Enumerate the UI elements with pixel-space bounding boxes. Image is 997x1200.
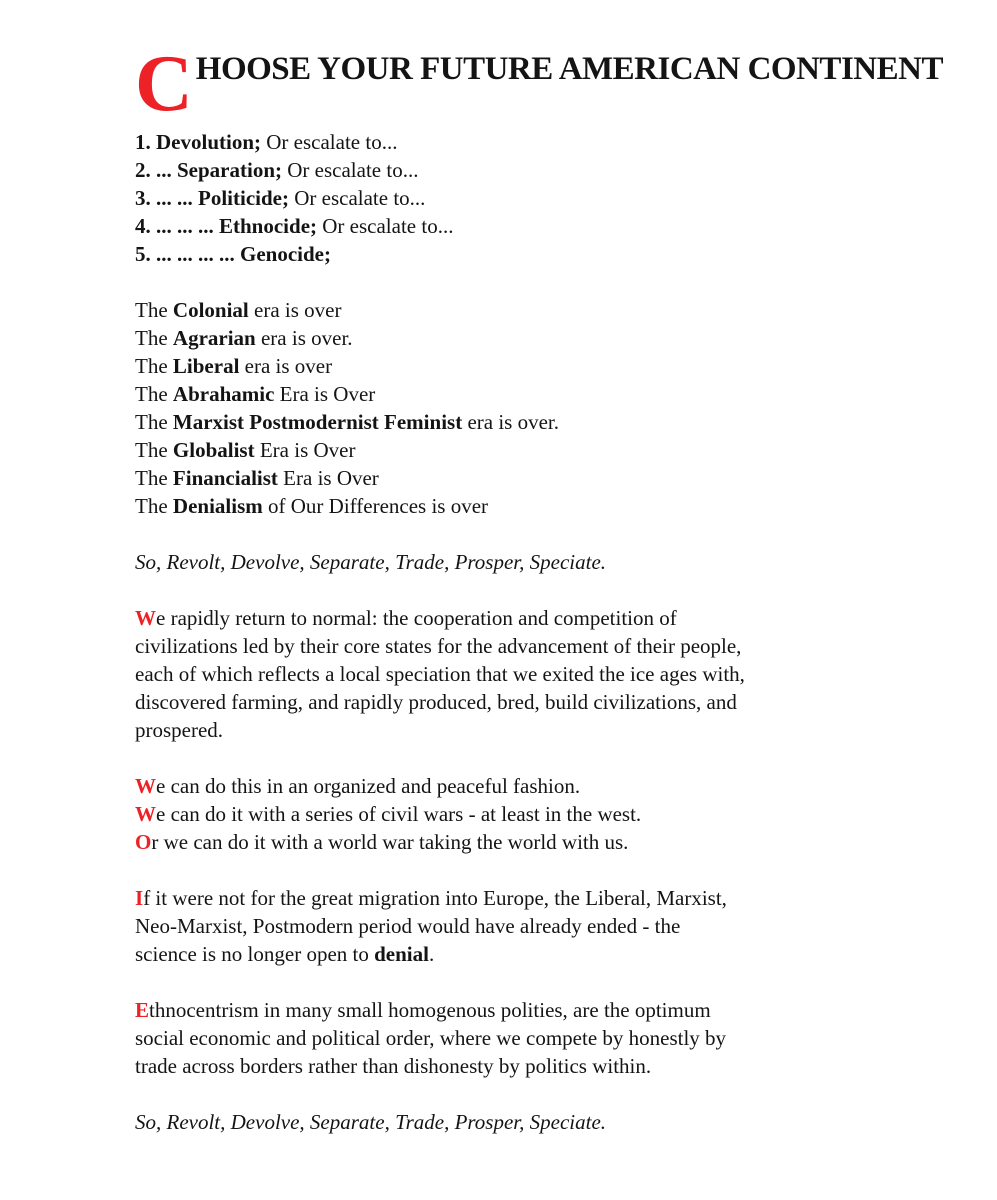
- paragraph-return-to-normal: [135, 604, 957, 744]
- text-segment: The: [135, 354, 173, 378]
- text-segment: era is over.: [462, 410, 559, 434]
- text-line: [135, 884, 957, 912]
- red-initial: E: [135, 998, 150, 1022]
- text-segment: each of which reflects a local speciation that we exited the ice ages with,: [135, 662, 745, 686]
- escalation-list: [135, 128, 957, 268]
- red-initial: W: [135, 606, 156, 630]
- text-line: [135, 492, 957, 520]
- text-line: [135, 688, 957, 716]
- text-segment: era is over: [239, 354, 333, 378]
- text-segment: The: [135, 382, 173, 406]
- text-segment: trade across borders rather than dishonesty by politics within.: [135, 1054, 652, 1078]
- text-segment: e rapidly return to normal: the cooperation and competition of: [156, 606, 677, 630]
- text-line: [135, 436, 957, 464]
- text-segment: 3. ... ... Politicide;: [135, 186, 289, 210]
- text-segment: 5. ... ... ... ... Genocide;: [135, 242, 331, 266]
- text-line: [135, 772, 957, 800]
- text-segment: Or escalate to...: [288, 186, 426, 210]
- text-segment: era is over: [248, 298, 342, 322]
- text-line: [135, 604, 957, 632]
- text-line: [135, 324, 957, 352]
- text-line: [135, 940, 957, 968]
- text-segment: 4. ... ... ... Ethnocide;: [135, 214, 318, 238]
- text-line: [135, 632, 957, 660]
- text-segment: Or escalate to...: [282, 158, 419, 182]
- text-segment: f it were not for the great migration into Europe, the Liberal, Marxist,: [143, 886, 727, 910]
- text-segment: Abrahamic: [172, 382, 275, 406]
- options-list: [135, 772, 957, 856]
- text-line: [135, 352, 957, 380]
- text-line: [135, 912, 957, 940]
- text-segment: discovered farming, and rapidly produced, bred, build civilizations, and: [135, 690, 737, 714]
- title-text: HOOSE YOUR FUTURE AMERICAN CONTINENT: [195, 51, 943, 87]
- red-initial: O: [135, 830, 152, 854]
- text-segment: science is no longer open to: [135, 942, 375, 966]
- era-list: [135, 296, 957, 520]
- text-segment: The: [135, 494, 173, 518]
- text-segment: Era is Over: [274, 382, 376, 406]
- text-segment: Era is Over: [277, 466, 379, 490]
- text-line: [135, 660, 957, 688]
- text-segment: era is over.: [255, 326, 353, 350]
- text-segment: civilizations led by their core states for the advancement of their people,: [135, 634, 742, 658]
- text-segment: Colonial: [172, 298, 249, 322]
- text-segment: Denialism: [172, 494, 263, 518]
- red-initial: W: [135, 802, 156, 826]
- text-segment: Marxist Postmodernist Feminist: [172, 410, 463, 434]
- document-title: [135, 40, 957, 128]
- text-segment: Era is Over: [254, 438, 356, 462]
- paragraph-migration: [135, 884, 957, 968]
- text-segment: 1. Devolution;: [135, 130, 261, 154]
- text-line: [135, 296, 957, 324]
- text-segment: Liberal: [172, 354, 240, 378]
- title-dropcap: C: [135, 40, 193, 128]
- text-segment: prospered.: [135, 718, 224, 742]
- red-initial: I: [135, 886, 144, 910]
- text-segment: of Our Differences is over: [262, 494, 489, 518]
- text-segment: Financialist: [172, 466, 278, 490]
- text-line: [135, 716, 957, 744]
- paragraph-ethnocentrism: [135, 996, 957, 1080]
- text-segment: Or escalate to...: [261, 130, 398, 154]
- text-segment: Agrarian: [172, 326, 256, 350]
- text-line: [135, 184, 957, 212]
- text-line: [135, 1108, 957, 1136]
- text-line: [135, 1052, 957, 1080]
- motto-line-2: [135, 1108, 957, 1136]
- motto-line: [135, 548, 957, 576]
- text-line: [135, 408, 957, 436]
- text-line: [135, 800, 957, 828]
- text-segment: 2. ... Separation;: [135, 158, 282, 182]
- text-line: [135, 240, 957, 268]
- text-line: [135, 212, 957, 240]
- text-segment: .: [428, 942, 435, 966]
- text-segment: The: [135, 410, 173, 434]
- text-line: [135, 1024, 957, 1052]
- text-segment: thnocentrism in many small homogenous polities, are the optimum: [149, 998, 711, 1022]
- text-segment: e can do it with a series of civil wars - at least in the west.: [156, 802, 642, 826]
- text-line: [135, 128, 957, 156]
- text-line: [135, 464, 957, 492]
- text-line: [135, 828, 957, 856]
- text-segment: The: [135, 326, 173, 350]
- text-segment: The: [135, 438, 173, 462]
- text-segment: social economic and political order, where we compete by honestly by: [135, 1026, 727, 1050]
- red-initial: W: [135, 774, 156, 798]
- text-segment: So, Revolt, Devolve, Separate, Trade, Prosper, Speciate.: [135, 1110, 607, 1134]
- text-line: [135, 996, 957, 1024]
- text-segment: e can do this in an organized and peaceful fashion.: [156, 774, 581, 798]
- text-segment: Or escalate to...: [317, 214, 454, 238]
- text-line: [135, 548, 957, 576]
- text-segment: Neo-Marxist, Postmodern period would have already ended - the: [135, 914, 681, 938]
- document-body: [135, 128, 957, 1136]
- text-segment: r we can do it with a world war taking the world with us.: [151, 830, 629, 854]
- text-segment: The: [135, 298, 173, 322]
- text-segment: denial: [374, 942, 429, 966]
- text-segment: Globalist: [172, 438, 255, 462]
- text-line: [135, 380, 957, 408]
- text-line: [135, 156, 957, 184]
- text-segment: So, Revolt, Devolve, Separate, Trade, Prosper, Speciate.: [135, 550, 607, 574]
- text-segment: The: [135, 466, 173, 490]
